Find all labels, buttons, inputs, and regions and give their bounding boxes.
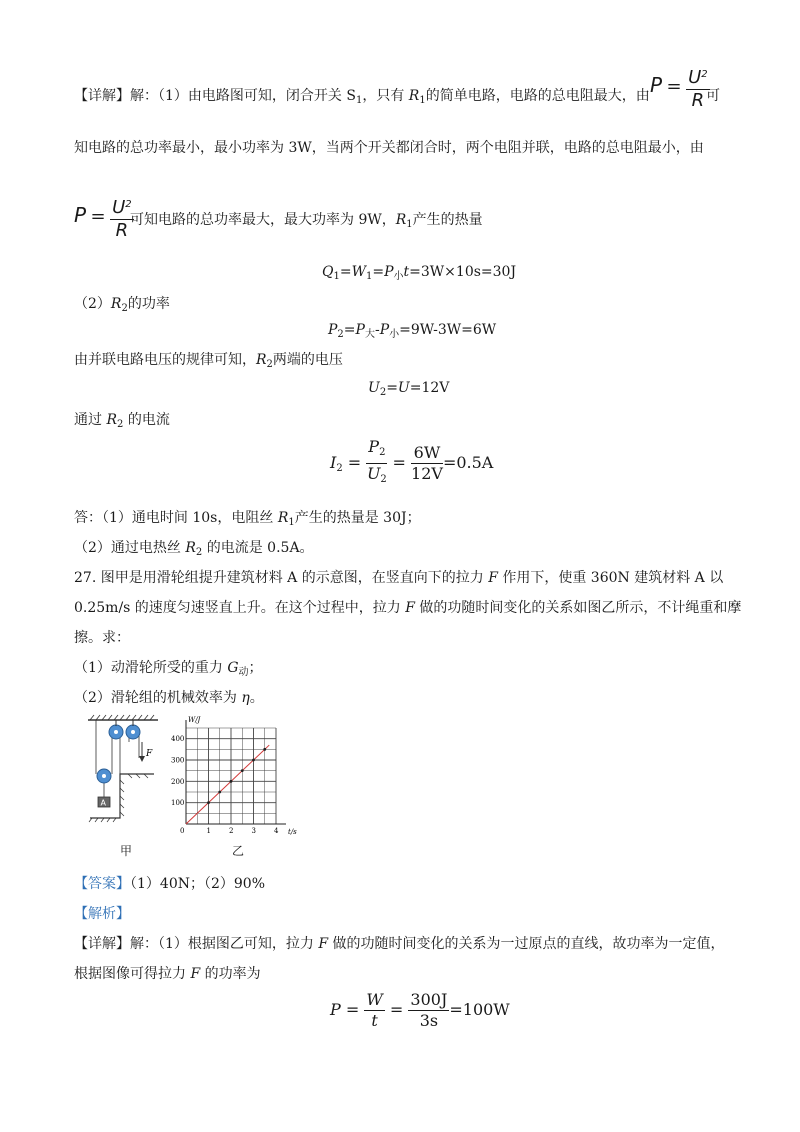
question-27-line-3: 擦。求： — [74, 630, 130, 646]
fixed-pulley-right — [126, 720, 140, 739]
answer-line-1: 答：（1）通电时间 10s，电阻丝 $R_1$产生的热量是 30J； — [74, 510, 421, 528]
chart-axes — [186, 720, 286, 824]
solution-line-5: 由并联电路电压的规律可知，$R_2$两端的电压 — [74, 352, 343, 370]
force-arrow — [139, 742, 153, 762]
x-tick-label: 2 — [229, 827, 234, 835]
y-tick-label: 200 — [171, 777, 185, 786]
formula-p-u2-r-2: P = $\frac{U^2}{R}$ — [74, 194, 134, 242]
caption-jia: 甲 — [120, 844, 133, 858]
solution-line-6: 通过 $R_2$ 的电流 — [74, 412, 170, 430]
work-time-chart — [160, 712, 310, 837]
question-27-line-5: （2）滑轮组的机械效率为 η。 — [74, 690, 264, 706]
y-axis-label: W/J — [188, 716, 201, 724]
solution-line-3: 可知电路的总功率最大，最大功率为 9W，$R_1$产生的热量 — [130, 212, 483, 230]
series-line — [186, 745, 269, 824]
equation-p2: $P_2=P_大-P_小=9W-3W=6W$ — [328, 322, 497, 340]
data-point — [241, 769, 244, 772]
solution-line-2: 知电路的总功率最小，最小功率为 3W，当两个开关都闭合时，两个电阻并联，电路的总电阻最小，由 — [74, 140, 704, 156]
x-tick-label: 1 — [206, 827, 211, 835]
chart-grid — [186, 728, 276, 824]
detail-line-1: 【详解】解：（1）根据图乙可知，拉力 F 做的功随时间变化的关系为一过原点的直线，故功率为一定值， — [74, 936, 725, 952]
equation-u2: $U_2=U=12V$ — [368, 380, 450, 398]
fixed-pulley-left — [109, 720, 123, 739]
detail-bracket: 【详解】 — [74, 88, 130, 104]
x-axis-label: t/s — [288, 828, 297, 836]
origin-label: 0 — [180, 827, 185, 835]
svg-text:A: A — [100, 798, 106, 808]
svg-text:F: F — [146, 749, 153, 759]
equation-power: P = $\frac{W}{t}$ = $\frac{300J}{3s}$ =100W — [330, 990, 510, 1030]
caption-yi: 乙 — [232, 844, 245, 858]
data-point — [230, 780, 233, 783]
data-point — [263, 748, 266, 751]
y-tick-label: 400 — [171, 735, 185, 744]
analysis-label: 【解析】 — [74, 906, 130, 922]
y-tick-label: 300 — [171, 756, 185, 765]
data-point — [218, 791, 221, 794]
detail-line-2: 根据图像可得拉力 F 的功率为 — [74, 966, 261, 982]
data-point — [252, 759, 255, 762]
equation-heat: $Q_1=W_1=P_小t=3W\times 10s=30J$ — [322, 264, 517, 282]
answer-line: 【答案】（1）40N；（2）90% — [74, 876, 265, 892]
question-27-line-1: 27. 图甲是用滑轮组提升建筑材料 A 的示意图，在竖直向下的拉力 F 作用下，使重 360N 建筑材料 A 以 — [74, 570, 724, 586]
chart-series — [186, 745, 269, 824]
y-tick-label: 100 — [171, 799, 185, 808]
formula-p-u2-r-1: P = $\frac{U^2}{R}$ — [650, 64, 710, 112]
x-tick-label: 3 — [251, 827, 256, 835]
question-27-line-2: 0.25m/s 的速度匀速竖直上升。在这个过程中，拉力 F 做的功随时间变化的关系如图乙所示，不计绳重和摩 — [74, 600, 742, 616]
data-point — [207, 801, 210, 804]
ceiling — [88, 715, 158, 720]
chart-ticks — [171, 735, 279, 835]
solution-line-4: $(2)R_2$的功率 — [74, 296, 170, 314]
answer-line-2: （2）通过电热丝 $R_2$ 的电流是 0.5A。 — [74, 540, 314, 558]
solution-line-1-tail: 可 — [706, 88, 720, 104]
equation-i2: $I_2$ = $\frac{P_2}{U_2}$ = $\frac{6W}{12V}$ =0.5A — [330, 437, 494, 485]
movable-pulley — [97, 769, 111, 783]
solution-line-1: 【详解】解：（1）由电路图可知，闭合开关 $S_1$，只有 $R_1$的简单电路，电路的总电阻最大，由 — [74, 88, 650, 106]
material-block-a — [98, 797, 110, 808]
question-27-line-4: （1）动滑轮所受的重力 $G_动$； — [74, 660, 263, 678]
answer-label: 【答案】 — [74, 876, 130, 892]
x-tick-label: 4 — [274, 827, 279, 835]
